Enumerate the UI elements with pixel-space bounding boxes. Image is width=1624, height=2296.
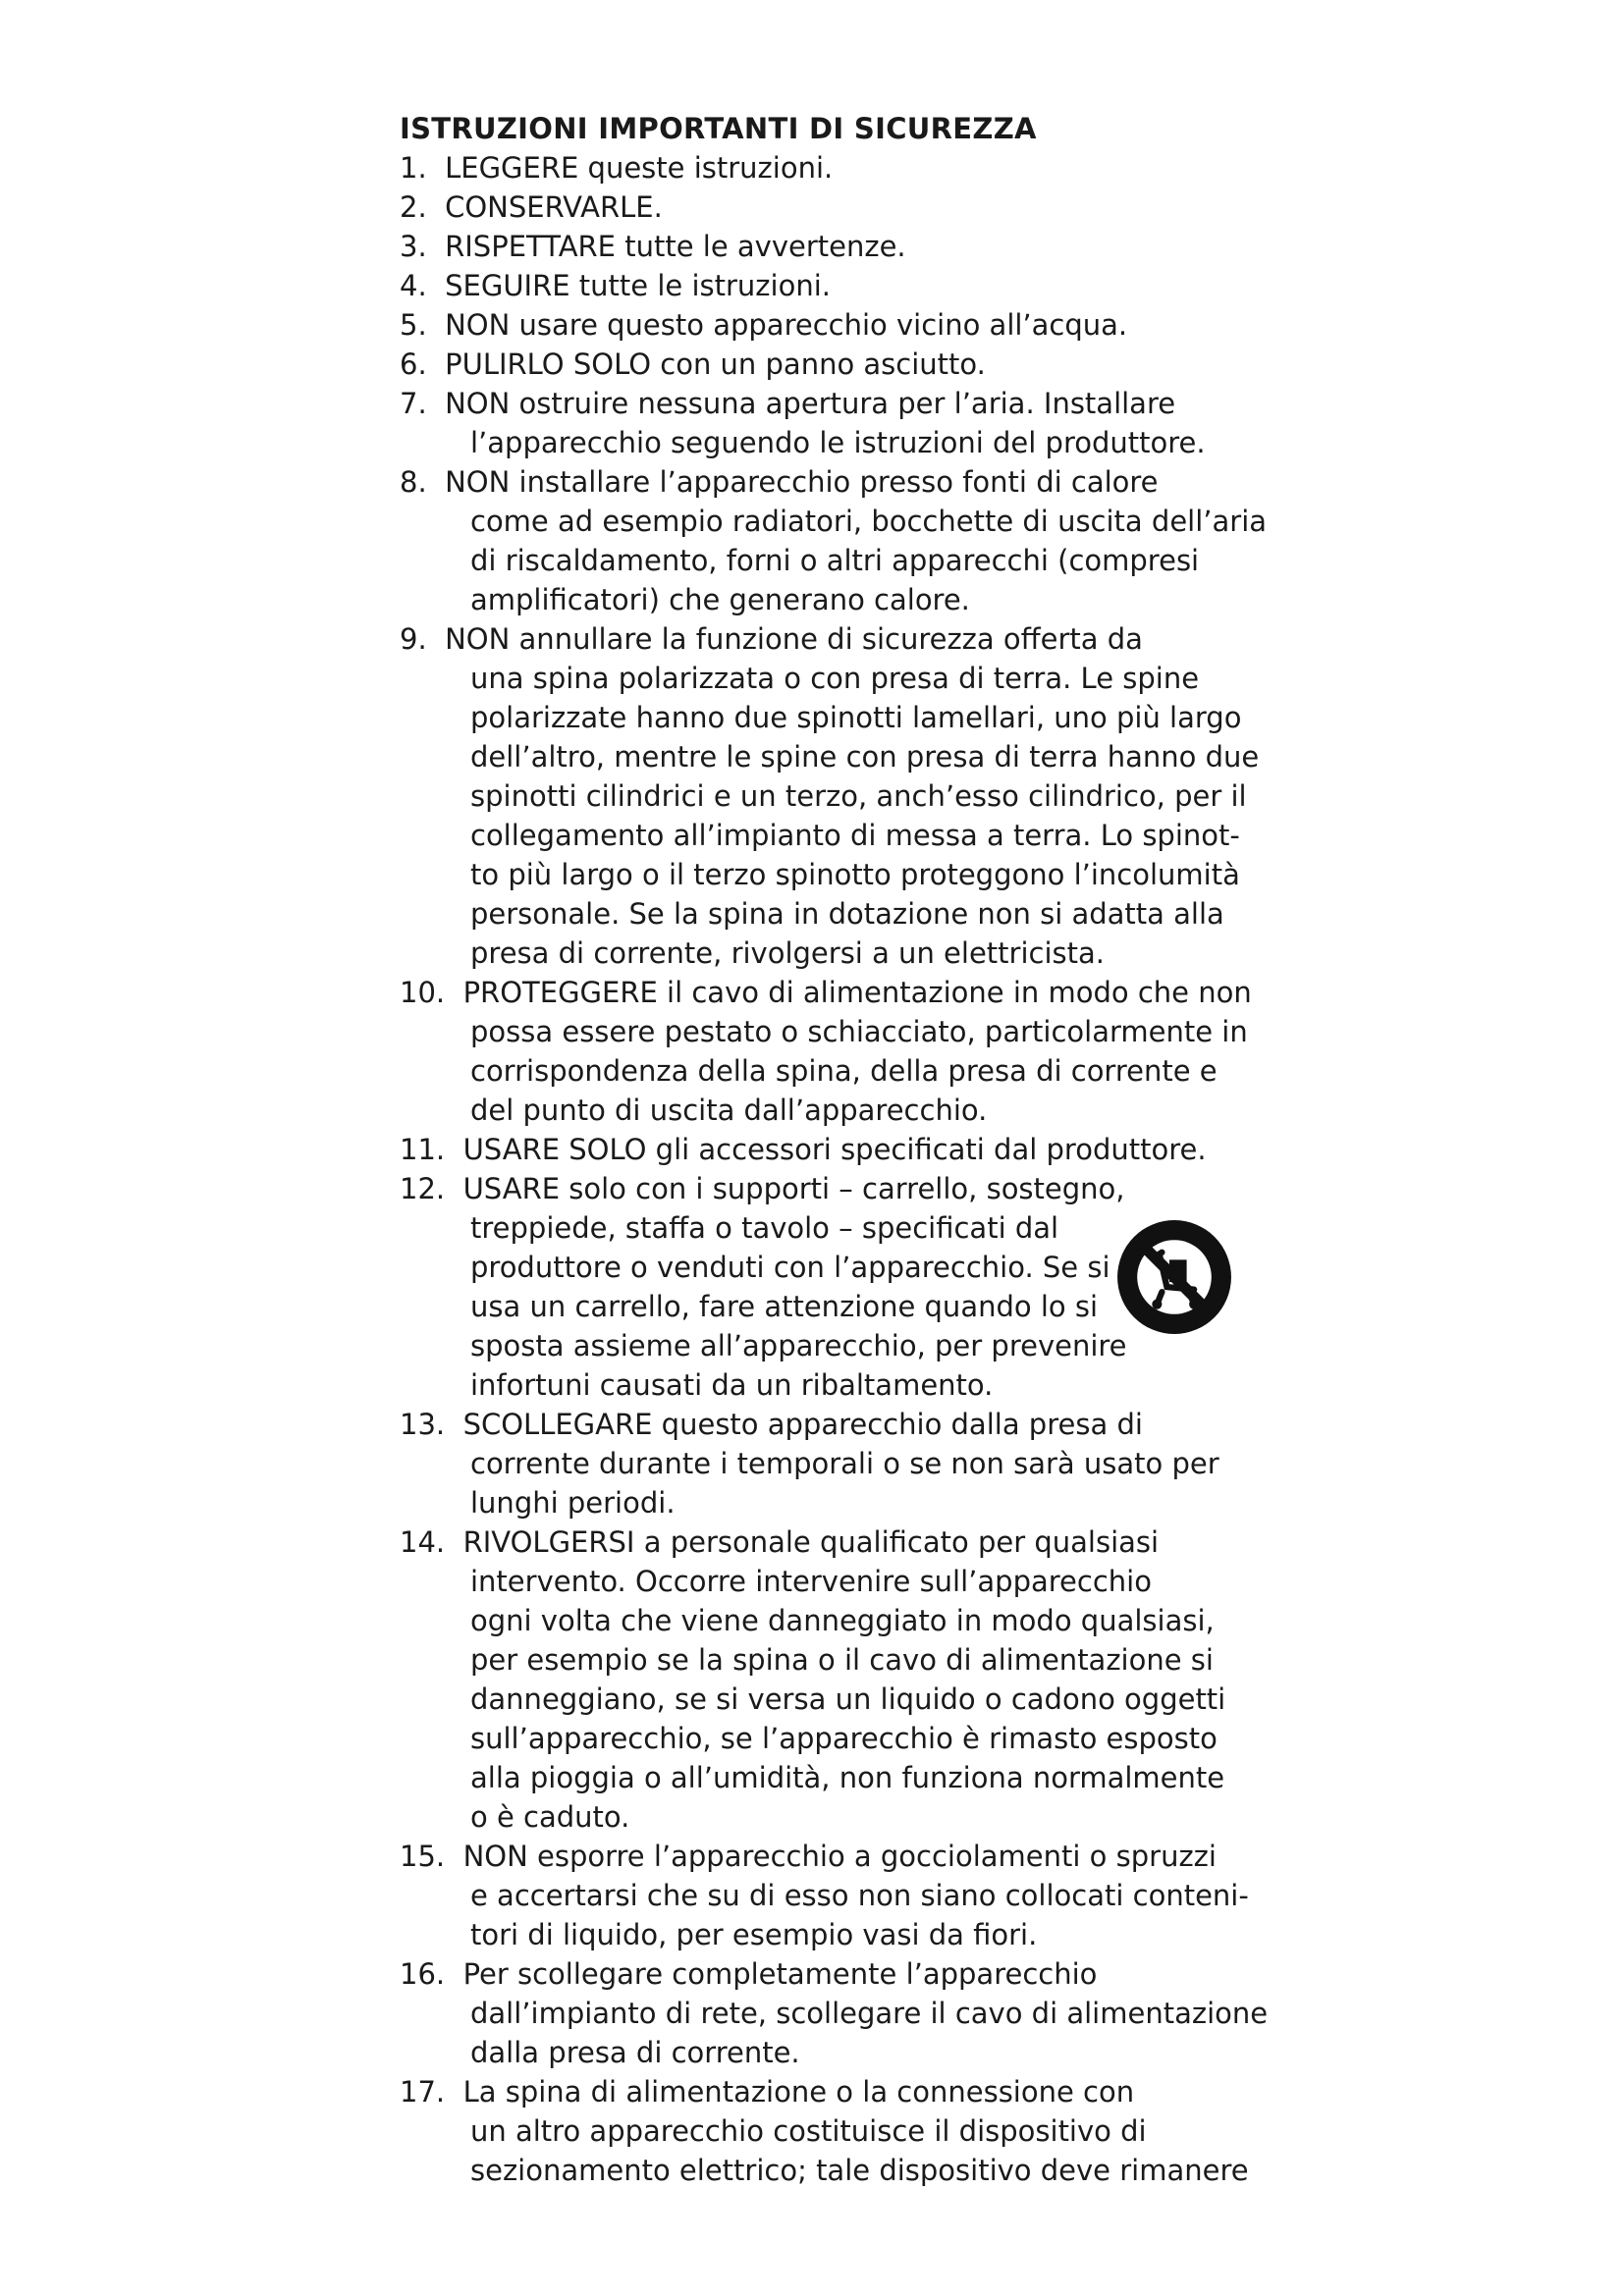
instruction-number: 3. <box>400 230 427 263</box>
instruction-item <box>400 973 1264 1130</box>
instruction-item <box>400 1522 1264 1837</box>
instruction-continuation-line: un altro apparecchio costituisce il dispositivo di <box>470 2114 1147 2148</box>
instruction-text: NON usare questo apparecchio vicino all’acqua. <box>445 308 1128 342</box>
instruction-first-line <box>400 384 1264 423</box>
instruction-continuation-line: come ad esempio radiatori, bocchette di uscita dell’aria <box>470 505 1268 538</box>
instruction-continuation-line: dall’impianto di rete, scollegare il cavo di alimentazione <box>470 1997 1269 2030</box>
instruction-continuation-line: sposta assieme all’apparecchio, per prevenire <box>470 1329 1127 1362</box>
instruction-continuation-line: sull’apparecchio, se l’apparecchio è rimasto esposto <box>470 1722 1218 1755</box>
instruction-first-line <box>400 1522 1264 1562</box>
instruction-item <box>400 384 1264 462</box>
instruction-text: NON ostruire nessuna apertura per l’aria. Installare <box>445 387 1176 420</box>
instruction-continuation-line: corrente durante i temporali o se non sarà usato per <box>470 1447 1219 1480</box>
instruction-number: 6. <box>400 347 427 381</box>
safety-instructions-page <box>400 109 1269 2190</box>
instruction-first-line <box>400 187 1264 227</box>
instruction-item <box>400 266 1264 305</box>
instruction-number: 15. <box>400 1840 446 1873</box>
instruction-item <box>400 227 1264 266</box>
instruction-item <box>400 2072 1264 2190</box>
instruction-first-line <box>400 462 1264 502</box>
instruction-first-line <box>400 973 1264 1012</box>
instruction-first-line <box>400 148 1264 187</box>
instruction-first-line <box>400 1405 1264 1444</box>
instruction-number: 13. <box>400 1408 446 1441</box>
instruction-number: 16. <box>400 1957 446 1991</box>
instruction-continuation-line: e accertarsi che su di esso non siano collocati conteni- <box>470 1879 1249 1912</box>
instruction-text: NON esporre l’apparecchio a gocciolamenti o spruzzi <box>462 1840 1217 1873</box>
instruction-continuation-line: di riscaldamento, forni o altri apparecchi (compresi <box>470 544 1200 577</box>
instruction-first-line <box>400 619 1264 659</box>
instruction-item <box>400 187 1264 227</box>
instruction-number: 5. <box>400 308 427 342</box>
instruction-number: 10. <box>400 976 446 1009</box>
instruction-first-line <box>400 1130 1264 1169</box>
instruction-continuation-line: intervento. Occorre intervenire sull’apparecchio <box>470 1565 1152 1598</box>
instruction-continuation-line: lunghi periodi. <box>470 1486 676 1520</box>
instruction-text: USARE solo con i supporti – carrello, sostegno, <box>462 1172 1125 1205</box>
instruction-text: LEGGERE queste istruzioni. <box>445 151 834 185</box>
instruction-continuation-line: amplificatori) che generano calore. <box>470 583 970 616</box>
instruction-number: 7. <box>400 387 427 420</box>
instruction-text: USARE SOLO gli accessori specificati dal produttore. <box>462 1133 1207 1166</box>
page-heading: ISTRUZIONI IMPORTANTI DI SICUREZZA <box>400 112 1037 145</box>
instruction-text: RIVOLGERSI a personale qualificato per qualsiasi <box>462 1525 1160 1559</box>
instruction-continuation-line: to più largo o il terzo spinotto proteggono l’incolumità <box>470 858 1240 891</box>
instruction-first-line <box>400 227 1264 266</box>
instruction-continuation-line: usa un carrello, fare attenzione quando lo si <box>470 1290 1099 1323</box>
instruction-continuation-line: produttore o venduti con l’apparecchio. Se si <box>470 1251 1110 1284</box>
instruction-continuation-line: tori di liquido, per esempio vasi da fiori. <box>470 1918 1038 1951</box>
instruction-first-line <box>400 2072 1264 2111</box>
instruction-continuation-line: collegamento all’impianto di messa a terra. Lo spinot- <box>470 819 1240 852</box>
instruction-number: 12. <box>400 1172 446 1205</box>
instruction-number: 9. <box>400 622 427 656</box>
instruction-continuation-line: personale. Se la spina in dotazione non si adatta alla <box>470 897 1224 931</box>
instruction-item <box>400 1130 1264 1169</box>
instruction-text: NON installare l’apparecchio presso fonti di calore <box>445 465 1159 499</box>
instruction-continuation-line: polarizzate hanno due spinotti lamellari, uno più largo <box>470 701 1242 734</box>
instruction-continuation-line: per esempio se la spina o il cavo di alimentazione si <box>470 1643 1214 1677</box>
instruction-number: 1. <box>400 151 427 185</box>
instruction-continuation-line: una spina polarizzata o con presa di terra. Le spine <box>470 662 1200 695</box>
instruction-first-line <box>400 1169 1264 1208</box>
instruction-text: NON annullare la funzione di sicurezza offerta da <box>445 622 1143 656</box>
instruction-continuation-line: possa essere pestato o schiacciato, particolarmente in <box>470 1015 1248 1048</box>
instruction-continuation-line: sezionamento elettrico; tale dispositivo deve rimanere <box>470 2154 1249 2187</box>
instruction-item <box>400 148 1264 187</box>
cart-tip-over-warning-icon <box>1112 1215 1236 1339</box>
instruction-item <box>400 345 1264 384</box>
instruction-continuation-line: treppiede, staffa o tavolo – specificati dal <box>470 1211 1059 1245</box>
instruction-first-line <box>400 1954 1264 1994</box>
instruction-item <box>400 305 1264 345</box>
instruction-item <box>400 462 1268 619</box>
instruction-continuation-line: l’apparecchio seguendo le istruzioni del produttore. <box>470 426 1206 459</box>
instruction-item <box>400 1837 1264 1954</box>
instruction-continuation-line: infortuni causati da un ribaltamento. <box>470 1368 994 1402</box>
instruction-text: PULIRLO SOLO con un panno asciutto. <box>445 347 986 381</box>
instruction-list <box>400 148 1269 2190</box>
instruction-text: PROTEGGERE il cavo di alimentazione in modo che non <box>462 976 1252 1009</box>
instruction-item <box>400 619 1264 973</box>
instruction-text: La spina di alimentazione o la connessione con <box>462 2075 1135 2109</box>
instruction-continuation-line: alla pioggia o all’umidità, non funziona normalmente <box>470 1761 1225 1794</box>
instruction-continuation-line: corrispondenza della spina, della presa di corrente e <box>470 1054 1218 1088</box>
instruction-first-line <box>400 305 1264 345</box>
instruction-continuation-line: dell’altro, mentre le spine con presa di terra hanno due <box>470 740 1260 774</box>
instruction-number: 8. <box>400 465 427 499</box>
instruction-text: RISPETTARE tutte le avvertenze. <box>445 230 906 263</box>
instruction-continuation-line: ogni volta che viene danneggiato in modo qualsiasi, <box>470 1604 1215 1637</box>
instruction-number: 14. <box>400 1525 446 1559</box>
instruction-item <box>400 1954 1269 2072</box>
instruction-continuation-line: danneggiano, se si versa un liquido o cadono oggetti <box>470 1682 1226 1716</box>
instruction-continuation-line: o è caduto. <box>470 1800 630 1834</box>
instruction-number: 17. <box>400 2075 446 2109</box>
instruction-first-line <box>400 266 1264 305</box>
instruction-number: 4. <box>400 269 427 302</box>
instruction-first-line <box>400 345 1264 384</box>
instruction-continuation-line: presa di corrente, rivolgersi a un elettricista. <box>470 936 1105 970</box>
instruction-item <box>400 1405 1264 1522</box>
instruction-continuation-line: dalla presa di corrente. <box>470 2036 800 2069</box>
instruction-continuation-line: spinotti cilindrici e un terzo, anch’esso cilindrico, per il <box>470 779 1247 813</box>
instruction-text: Per scollegare completamente l’apparecchio <box>462 1957 1098 1991</box>
instruction-text: SCOLLEGARE questo apparecchio dalla presa di <box>462 1408 1143 1441</box>
instruction-number: 2. <box>400 190 427 224</box>
instruction-text: CONSERVARLE. <box>445 190 663 224</box>
instruction-text: SEGUIRE tutte le istruzioni. <box>445 269 831 302</box>
instruction-continuation-line: del punto di uscita dall’apparecchio. <box>470 1094 988 1127</box>
instruction-number: 11. <box>400 1133 446 1166</box>
instruction-first-line <box>400 1837 1264 1876</box>
